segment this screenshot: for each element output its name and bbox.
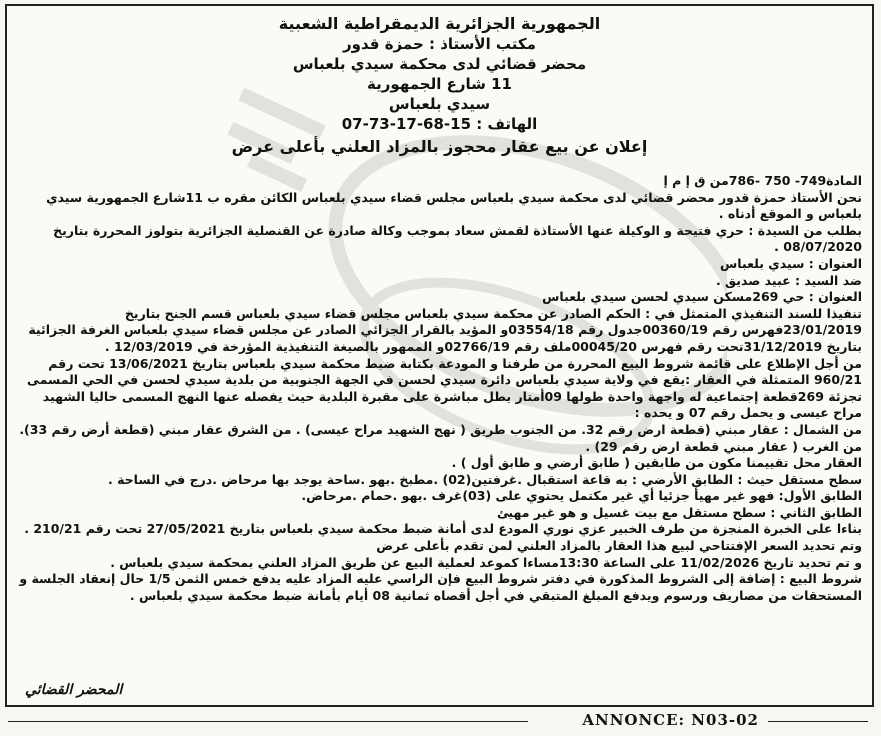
defendant: ضد السيد : عبيد صديق . (715, 272, 862, 288)
auction-date: و تم تحديد تاريخ 11/02/2026 على الساعة 13:30مساءا كموعد لعملية البيع عن طريق المزاد العلني بمحكمة سيدي بلعباس . (110, 554, 862, 570)
notice-body (17, 173, 862, 604)
notice-frame (5, 4, 874, 707)
first-floor: الطابق الأول: فهو غير مهيأ جزئيا أي غير مكتمل يحتوي على (03)غرف .بهو .حمام .مرحاض. (301, 488, 862, 504)
footer-rule-right (768, 721, 868, 722)
opening-price: وتم تحديد السعر الإفتتاحي لبيع هذا العقار بالمزاد العلني لمن تقدم بأعلى عرض (376, 538, 862, 554)
notice-header (7, 14, 872, 157)
footer-rule-left (8, 721, 528, 722)
bailiff-statement: نحن الأستاذ حمزة قدور محضر قضائي لدى محكمة سيدي بلعباس مجلس قضاء سيدي بلعباس الكائن مقره ب 11شارع الجمهورية سيدي بلعباس و الموقع أدناه . (46, 189, 862, 222)
phone: الهاتف : 15-68-17-73-07 (341, 115, 538, 133)
office-name: مكتب الأستاذ : حمزة قدور (343, 35, 536, 53)
requester: بطلب من السيدة : حري فتيحة و الوكيلة عنها الأستاذة لقمش سعاد بموجب وكالة صادرة عن القنصلية الجزائرية بتولوز المحررة بتاريخ 08/07/2020 . (53, 222, 862, 255)
requester-address: العنوان : سيدي بلعباس (720, 255, 862, 271)
expert-report: بناءا على الخبرة المنجزة من طرف الخبير عزي نوري المودع لدى أمانة ضبط محكمة سيدي بلعباس بتاريخ 27/05/2021 تحت رقم 210/21 . (24, 521, 862, 537)
republic-title: الجمهورية الجزائرية الديمقراطية الشعبية (278, 14, 601, 33)
property-boundaries: من الشمال : عقار مبني (قطعة ارض رقم 32. من الجنوب طريق ( نهج الشهيد مراح عيسى) . من الشرق عقار مبني (قطعة أرض رقم 33). من الغرب ( عقار مبني قطعة ارض رقم 29) . (19, 421, 862, 454)
enforcement-title: تنفيذا للسند التنفيذي المتمثل في : الحكم الصادر عن محكمة سيدي بلعباس مجلس قضاء سيدي بلعباس قسم الجنح بتاريخ 23/01/2019فهرس رقم 00360/19جدول رقم 03554/18و المؤيد بالقرار الجزائي الصادر عن مجلس قضاء سيدي بلعباس الغرفة الجزائية بتاريخ 31/12/2019تحت رقم فهرس 00045/20ملف رقم 02766/19و الممهور بالصيغة التنفيذية المؤرخة في 12/03/2019 . (28, 305, 862, 354)
defendant-address: العنوان : حي 269مسكن سيدي لحسن سيدي بلعباس (542, 289, 862, 305)
property-floors: العقار محل تقييمنا مكون من طابقين ( طابق أرضي و طابق أول ) . (451, 455, 862, 471)
second-floor: الطابق الثاني : سطح مستقل مع بيت غسيل و هو غير مهيئ (496, 504, 862, 520)
street-address: 11 شارع الجمهورية (367, 75, 512, 93)
annonce-number: ANNONCE: N03-02 (582, 711, 759, 729)
ground-floor: سطح مستقل حيث : الطابق الأرضي : به قاعة استقبال .غرفتين(02) .مطبخ .بهو .ساحة يوجد بها مرحاض .درج في الساحة . (107, 471, 862, 487)
legal-article: المادة749- 750 -786من ق إ م إ (663, 173, 862, 188)
city: سيدي بلعباس (388, 95, 491, 113)
property-description: من أجل الإطلاع على قائمة شروط البيع المحررة من طرفنا و المودعة بكتابة ضبط محكمة سيدي بلعباس بتاريخ 13/06/2021 تحت رقم 960/21 المتمثلة في العقار :يقع في ولاية سيدي بلعباس دائرة سيدي لحسن في الجهة الجنوبية من بلدية سيدي لحسن في الحي المسمى تجزئة 269قطعة إجتماعية له واجهة واحدة طولها 09أمتار يطل مباشرة على مقبرة البلدية حيث يفصله عنها النهج المسمى حاليا الشهيد مراح عيسى و يحمل رقم 07 و يحده : (26, 355, 862, 421)
sale-conditions: شروط البيع : إضافة إلى الشروط المذكورة في دفتر شروط البيع فإن الراسي عليه المزاد عليه يدفع خمس الثمن 1/5 حال إنعقاد الجلسة و المستحقات من مصاريف ورسوم ويدفع المبلغ المتبقي في أجل أقصاه ثمانية 08 أيام بأمانة ضبط محكمة سيدي بلعباس . (19, 571, 862, 603)
notice-title: إعلان عن بيع عقار محجوز بالمزاد العلني بأعلى عرض (231, 137, 648, 156)
signature: المحضر القضائي (25, 682, 123, 698)
bailiff-title: محضر قضائي لدى محكمة سيدي بلعباس (292, 55, 587, 73)
